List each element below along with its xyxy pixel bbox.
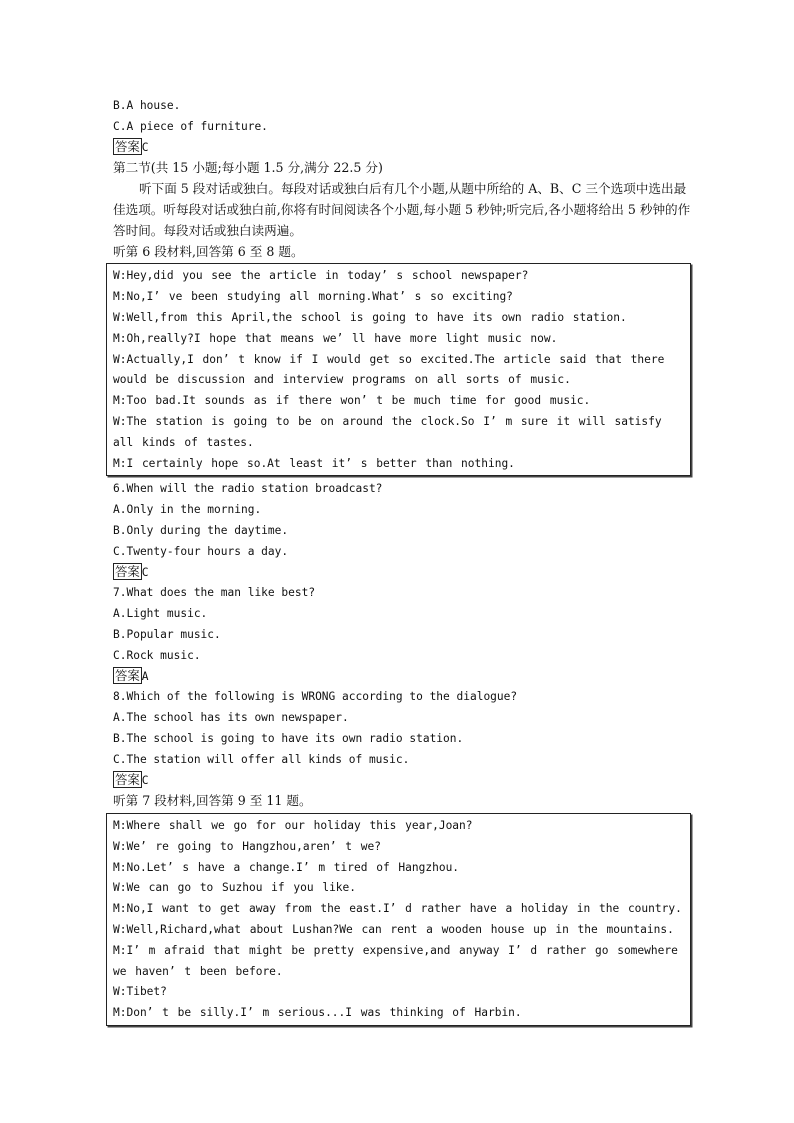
question-7-option-b: B.Popular music. xyxy=(113,627,221,641)
question-7-option-c: C.Rock music. xyxy=(113,648,201,662)
dialogue-line: W:The station is going to be on around the clock.So I’ m sure it will satisfy all kinds of tastes. xyxy=(113,414,662,449)
answer-label: 答案 xyxy=(115,138,140,154)
option-b: B.A house. xyxy=(113,99,181,112)
question-8-answer xyxy=(113,771,693,792)
answer-value: C xyxy=(141,140,149,154)
dialogue-line: W:We can go to Suzhou if you like. xyxy=(113,881,357,895)
question-8-stem: 8.Which of the following is WRONG according to the dialogue? xyxy=(113,690,518,704)
question-8-option-a: A.The school has its own newspaper. xyxy=(113,711,349,725)
option-c: C.A piece of furniture. xyxy=(113,119,268,133)
material-7-intro: 听第 7 段材料,回答第 9 至 11 题。 xyxy=(113,793,312,809)
question-7-option-a: A.Light music. xyxy=(113,607,208,621)
answer-label: 答案 xyxy=(115,563,140,579)
answer-value: C xyxy=(141,565,149,579)
section-instruction: 听下面 5 段对话或独白。每段对话或独白后有几个小题,从题中所给的 A、B、C 三个选项中选出最佳选项。听每段对话或独白前,你将有时间阅读各个小题,每小题 5 秒钟;听完后,各小题将给出 5 秒钟的作答时间。每段对话或独白读两遍。 xyxy=(113,181,691,238)
dialogue-line: M:Don’ t be silly.I’ m serious...I was thinking of Harbin. xyxy=(113,1006,522,1020)
question-6-option-a: A.Only in the morning. xyxy=(113,503,262,517)
question-8-option-b: B.The school is going to have its own radio station. xyxy=(113,731,464,745)
dialogue-line: M:No.Let’ s have a change.I’ m tired of Hangzhou. xyxy=(113,860,460,874)
document-page xyxy=(113,96,693,1029)
material-6-intro: 听第 6 段材料,回答第 6 至 8 题。 xyxy=(113,243,304,259)
question-7-stem: 7.What does the man like best? xyxy=(113,586,316,600)
question-8-option-c: C.The station will offer all kinds of music. xyxy=(113,752,410,766)
question-6-answer xyxy=(113,563,693,584)
answer-label: 答案 xyxy=(115,667,140,683)
question-6-option-c: C.Twenty-four hours a day. xyxy=(113,544,289,558)
dialogue-line: M:No,I want to get away from the east.I’ d rather have a holiday in the country. xyxy=(113,902,682,916)
answer-line xyxy=(113,138,693,159)
dialogue-line: M:Too bad.It sounds as if there won’ t be much time for good music. xyxy=(113,394,591,408)
answer-value: A xyxy=(141,669,149,683)
dialogue-line: W:Hey,did you see the article in today’ s school newspaper? xyxy=(113,269,529,283)
dialogue-line: M:Oh,really?I hope that means we’ ll have more light music now. xyxy=(113,331,558,345)
dialogue-line: M:I’ m afraid that might be pretty expensive,and anyway I’ d rather go somewhere we haven’ t been before. xyxy=(113,943,678,978)
question-6-stem: 6.When will the radio station broadcast? xyxy=(113,482,383,496)
section-title: 第二节(共 15 小题;每小题 1.5 分,满分 22.5 分) xyxy=(113,160,383,176)
dialogue-line: W:Well,from this April,the school is going to have its own radio station. xyxy=(113,310,627,324)
dialogue-line: M:Where shall we go for our holiday this year,Joan? xyxy=(113,819,473,833)
dialogue-line: M:I certainly hope so.At least it’ s better than nothing. xyxy=(113,456,515,470)
dialogue-7-box xyxy=(106,813,691,1026)
question-6-option-b: B.Only during the daytime. xyxy=(113,523,289,537)
dialogue-line: W:Well,Richard,what about Lushan?We can rent a wooden house up in the mountains. xyxy=(113,923,674,937)
dialogue-line: M:No,I’ ve been studying all morning.What’ s so exciting? xyxy=(113,290,513,304)
dialogue-line: W:Tibet? xyxy=(113,985,167,999)
dialogue-6-box xyxy=(106,263,691,476)
question-7-answer xyxy=(113,667,693,688)
answer-label: 答案 xyxy=(115,771,140,787)
dialogue-line: W:We’ re going to Hangzhou,aren’ t we? xyxy=(113,839,381,853)
answer-value: C xyxy=(141,773,149,787)
dialogue-line: W:Actually,I don’ t know if I would get so excited.The article said that there would be discussion and interview programs on all sorts of music. xyxy=(113,352,665,387)
